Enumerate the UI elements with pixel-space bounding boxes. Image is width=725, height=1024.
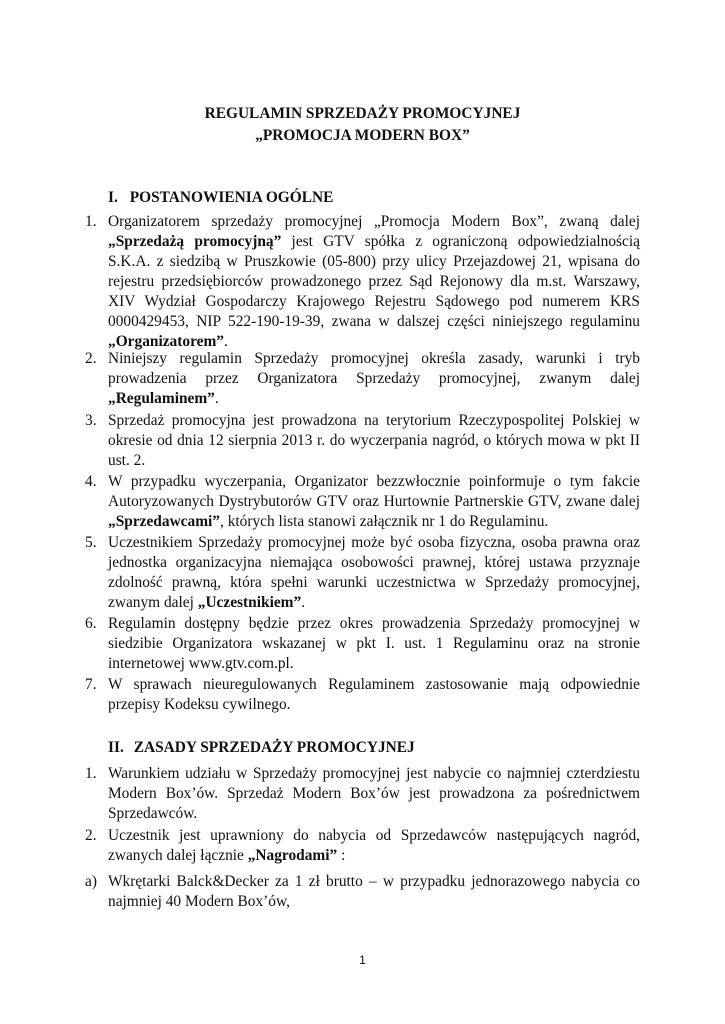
list-item bbox=[85, 675, 640, 715]
item-text: Organizatorem sprzedaży promocyjnej „Promocja Modern Box”, zwaną dalej „Sprzedażą promocyjną” jest GTV spółka z ograniczoną odpowiedzialnością S.K.A. z siedzibą w Pruszkowie (05-800) przy ulicy Przejazdowej 21, wpisana do rejestru przedsiębiorców prowadzonego przez Sąd Rejonowy dla m.st. Warszawy, XIV Wydział Gospodarczy Krajowego Rejestru Sądowego pod numerem KRS 0000429453, NIP 522-190-19-39, zwana w dalszej części niniejszego regulaminu „Organizatorem”. bbox=[108, 213, 640, 350]
item-text: Regulamin dostępny będzie przez okres prowadzenia Sprzedaży promocyjnej w siedzibie Organizatora wskazanej w pkt I. ust. 1 Regulaminu oraz na stronie internetowej www.gtv.com.pl. bbox=[108, 615, 640, 672]
item-text: Wkrętarki Balck&Decker za 1 zł brutto – w przypadku jednorazowego nabycia co najmniej 40 Modern Box’ów, bbox=[108, 873, 640, 910]
list-item bbox=[85, 212, 640, 352]
item-number: 1. bbox=[85, 213, 97, 230]
item-number: 3. bbox=[85, 412, 97, 429]
item-number: 6. bbox=[85, 615, 97, 632]
section-2-heading bbox=[108, 738, 415, 758]
list-item bbox=[85, 826, 640, 866]
list-item bbox=[85, 349, 640, 409]
document-subtitle: „PROMOCJA MODERN BOX” bbox=[255, 127, 470, 144]
list-item bbox=[85, 872, 640, 912]
page-number: 1 bbox=[359, 953, 366, 967]
section-1-title: POSTANOWIENIA OGÓLNE bbox=[129, 189, 334, 206]
item-text: W przypadku wyczerpania, Organizator bezzwłocznie poinformuje o tym fakcie Autoryzowanych Dystrybutorów GTV oraz Hurtownie Partnerskie GTV, zwane dalej „Sprzedawcami”, których lista stanowi załącznik nr 1 do Regulaminu. bbox=[108, 473, 640, 530]
section-1-heading bbox=[108, 188, 333, 208]
item-text: Uczestnik jest uprawniony do nabycia od Sprzedawców następujących nagród, zwanych dalej łącznie „Nagrodami” : bbox=[108, 827, 640, 864]
list-item bbox=[85, 411, 640, 471]
item-number: 7. bbox=[85, 676, 97, 693]
item-text: Warunkiem udziału w Sprzedaży promocyjnej jest nabycie co najmniej czterdziestu Modern Box’ów. Sprzedaż Modern Box’ów jest prowadzona za pośrednictwem Sprzedawców. bbox=[108, 765, 640, 822]
list-item bbox=[85, 533, 640, 613]
item-text: Niniejszy regulamin Sprzedaży promocyjnej określa zasady, warunki i tryb prowadzenia przez Organizatora Sprzedaży promocyjnej, zwanym dalej „Regulaminem”. bbox=[108, 350, 640, 407]
item-number: 1. bbox=[85, 765, 97, 782]
section-1-number: I. bbox=[108, 189, 118, 206]
document-title: REGULAMIN SPRZEDAŻY PROMOCYJNEJ bbox=[204, 105, 521, 122]
item-number: 5. bbox=[85, 534, 97, 551]
item-text: W sprawach nieuregulowanych Regulaminem zastosowanie mają odpowiednie przepisy Kodeksu cywilnego. bbox=[108, 676, 640, 713]
list-item bbox=[85, 764, 640, 824]
item-text: Uczestnikiem Sprzedaży promocyjnej może być osoba fizyczna, osoba prawna oraz jednostka organizacyjna niemająca osobowości prawnej, której ustawa przyznaje zdolność prawną, która spełni warunki uczestnictwa w Sprzedaży promocyjnej, zwanym dalej „Uczestnikiem”. bbox=[108, 534, 640, 611]
section-2-number: II. bbox=[108, 739, 124, 756]
item-number: 2. bbox=[85, 350, 97, 367]
list-item bbox=[85, 614, 640, 674]
item-number: 4. bbox=[85, 473, 97, 490]
item-number: a) bbox=[85, 873, 97, 890]
item-text: Sprzedaż promocyjna jest prowadzona na terytorium Rzeczypospolitej Polskiej w okresie od dnia 12 sierpnia 2013 r. do wyczerpania nagród, o których mowa w pkt II ust. 2. bbox=[108, 412, 640, 469]
item-number: 2. bbox=[85, 827, 97, 844]
section-2-title: ZASADY SPRZEDAŻY PROMOCYJNEJ bbox=[133, 739, 415, 756]
list-item bbox=[85, 472, 640, 532]
